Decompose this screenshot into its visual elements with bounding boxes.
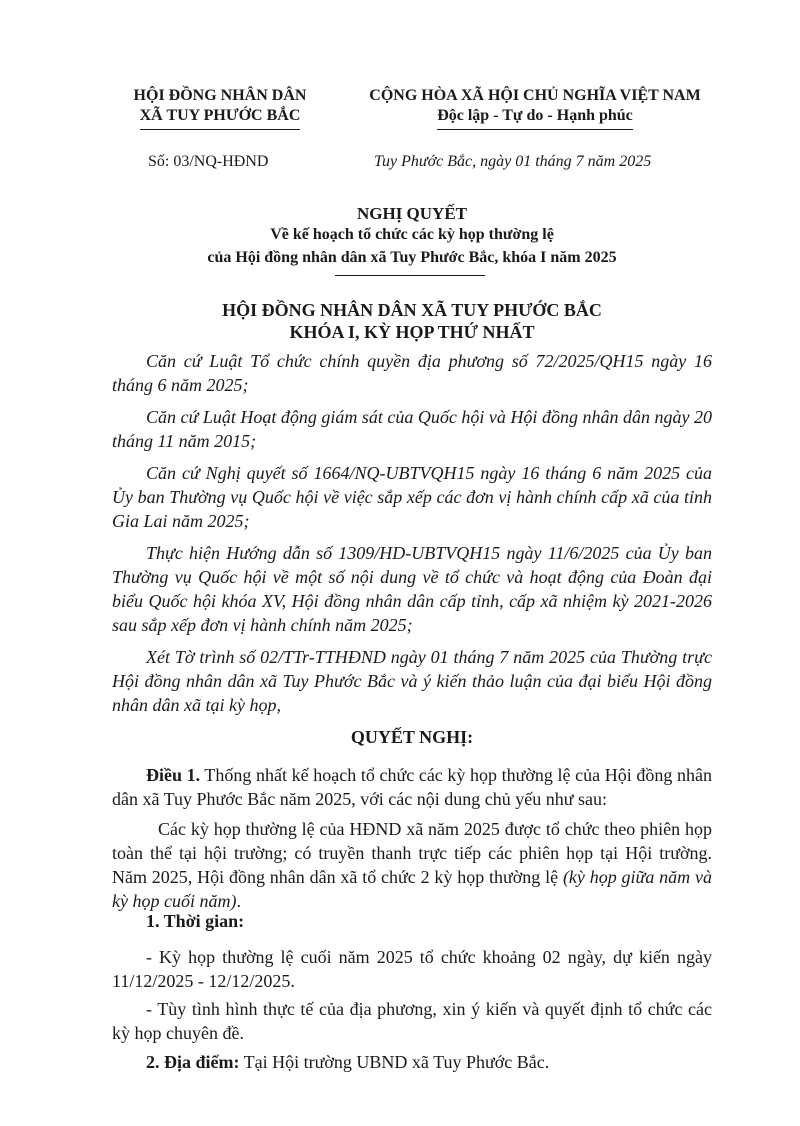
- preamble-item: Thực hiện Hướng dẫn số 1309/HD-UBTVQH15 ngày 11/6/2025 của Ủy ban Thường vụ Quốc hội về một số nội dung về tổ chức và hoạt động của Đoàn đại biểu Quốc hội khóa XV, Hội đồng nhân dân cấp tỉnh, cấp xã nhiệm kỳ 2021-2026 sau sắp xếp đơn vị hành chính năm 2025;: [112, 543, 712, 635]
- subject-line-2: của Hội đồng nhân dân xã Tuy Phước Bắc, khóa I năm 2025: [207, 249, 617, 266]
- authority-line-1: HỘI ĐỒNG NHÂN DÂN XÃ TUY PHƯỚC BẮC: [222, 300, 602, 320]
- section-place: [112, 1050, 712, 1074]
- subject-line-1: Về kế hoạch tổ chức các kỳ họp thường lệ: [270, 226, 554, 243]
- section-place-text: Tại Hội trường UBND xã Tuy Phước Bắc.: [239, 1052, 550, 1072]
- authority-line-2: KHÓA I, KỲ HỌP THỨ NHẤT: [289, 322, 535, 342]
- section-time-heading: 1. Thời gian:: [146, 911, 245, 931]
- document-type: NGHỊ QUYẾT: [356, 204, 468, 223]
- section-time-item-2: - Tùy tình hình thực tế của địa phương, xin ý kiến và quyết định tổ chức các kỳ họp chuyên đề.: [112, 999, 712, 1043]
- section-time-item-1: - Kỳ họp thường lệ cuối năm 2025 tổ chức khoảng 02 ngày, dự kiến ngày 11/12/2025 - 12/12/2025.: [112, 947, 712, 991]
- document-number: Số: 03/NQ-HĐND: [148, 153, 269, 170]
- preamble-item: Căn cứ Nghị quyết số 1664/NQ-UBTVQH15 ngày 16 tháng 6 năm 2025 của Ủy ban Thường vụ Quốc hội về việc sắp xếp các đơn vị hành chính cấp xã của tỉnh Gia Lai năm 2025;: [112, 463, 712, 531]
- issuing-organization: [112, 86, 328, 130]
- org-line-1: HỘI ĐỒNG NHÂN DÂN: [133, 87, 307, 104]
- article-1: [112, 763, 712, 811]
- nation-line-2: Độc lập - Tự do - Hạnh phúc: [437, 106, 633, 130]
- national-motto: [350, 86, 720, 130]
- preamble-item: Căn cứ Luật Hoạt động giám sát của Quốc hội và Hội đồng nhân dân ngày 20 tháng 11 năm 2015;: [112, 407, 712, 451]
- article-1-text: Thống nhất kế hoạch tổ chức các kỳ họp thường lệ của Hội đồng nhân dân xã Tuy Phước Bắc năm 2025, với các nội dung chủ yếu như sau:: [112, 765, 712, 809]
- org-line-2: XÃ TUY PHƯỚC BẮC: [140, 106, 301, 130]
- article-1-label: Điều 1.: [146, 765, 201, 785]
- nation-line-1: CỘNG HÒA XÃ HỘI CHỦ NGHĨA VIỆT NAM: [369, 87, 701, 104]
- title-divider: [335, 275, 485, 276]
- section-place-heading: 2. Địa điểm:: [146, 1052, 240, 1072]
- resolves-heading: QUYẾT NGHỊ:: [350, 727, 474, 747]
- place-and-date: Tuy Phước Bắc, ngày 01 tháng 7 năm 2025: [374, 153, 652, 170]
- overview-paragraph: Các kỳ họp thường lệ của HĐND xã năm 2025 được tổ chức theo phiên họp toàn thể tại hội trường; có truyền thanh trực tiếp các phiên họp tại Hội trường. Năm 2025, Hội đồng nhân dân xã tổ chức 2 kỳ họp thường lệ (kỳ họp giữa năm và kỳ họp cuối năm).: [112, 819, 712, 911]
- preamble-item: Xét Tờ trình số 02/TTr-TTHĐND ngày 01 tháng 7 năm 2025 của Thường trực Hội đồng nhân dân xã Tuy Phước Bắc và ý kiến thảo luận của đại biểu Hội đồng nhân dân xã tại kỳ họp,: [112, 647, 712, 715]
- preamble-item: Căn cứ Luật Tổ chức chính quyền địa phương số 72/2025/QH15 ngày 16 tháng 6 năm 2025;: [112, 351, 712, 395]
